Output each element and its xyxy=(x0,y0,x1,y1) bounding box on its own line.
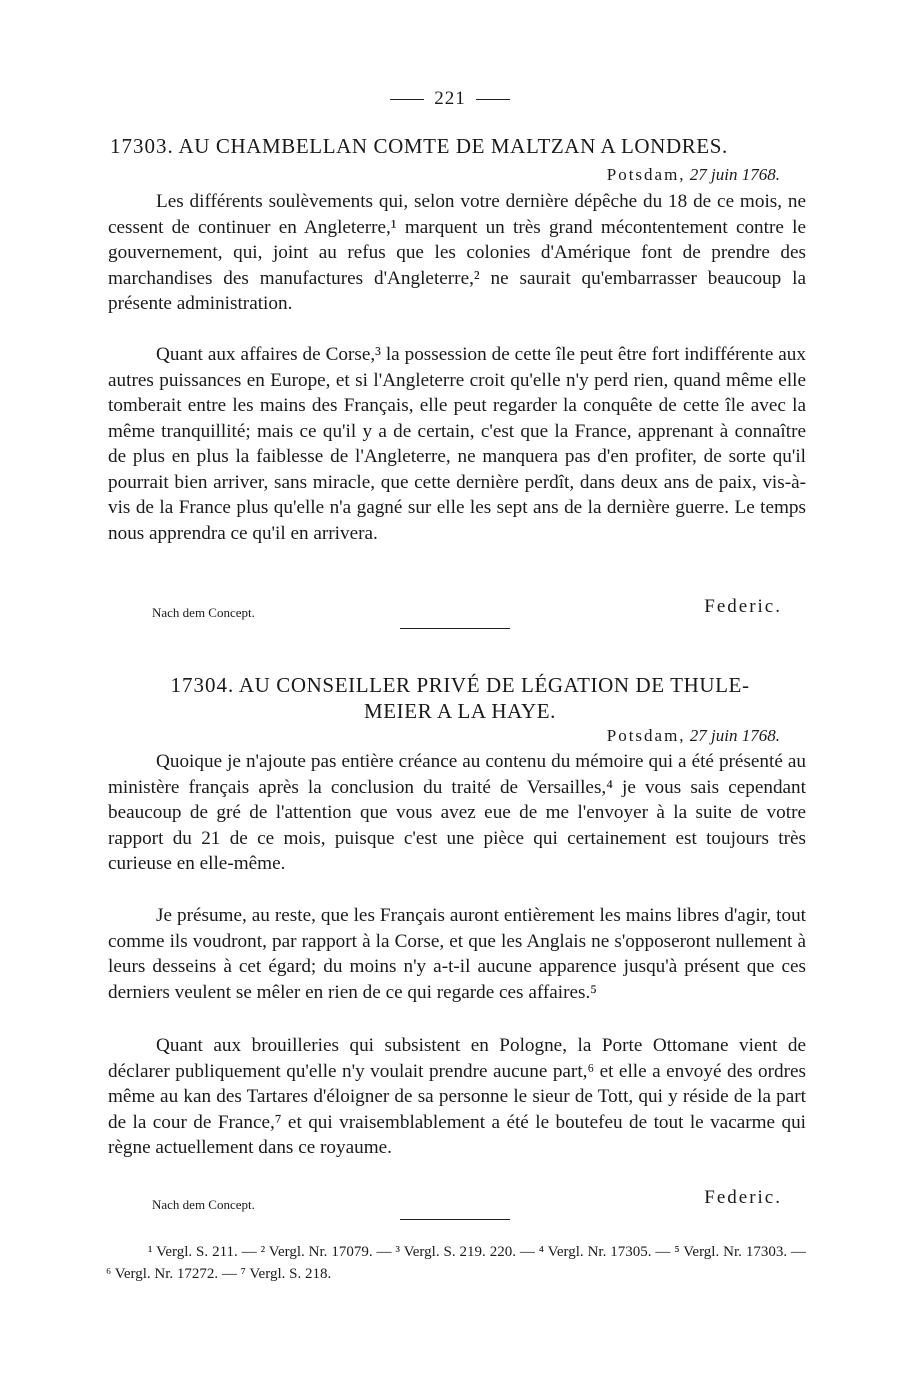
letter-17304-title-line-1: AU CONSEILLER PRIVÉ DE LÉGATION DE THULE- xyxy=(238,673,750,697)
letter-17303-paragraph-1: Les différents soulèvements qui, selon votre dernière dépêche du 18 de ce mois, ne cessent de continuer en Angleterre,¹ marquent un très grand mécontentement contre le gouvernement, qui, joint au refus que les colonies d'Amérique font de prendre des marchandises des manufactures d'Angleterre,² ne saurait qu'embarrasser beaucoup la présente administration. xyxy=(108,191,806,314)
letter-17304-paragraph-2: Je présume, au reste, que les Français auront entièrement les mains libres d'agir, tout comme ils voudront, par rapport à la Corse, et que les Anglais ne s'opposeront nullement à leurs desseins à cet égard; du moins n'y a-t-il aucune apparence jusqu'à présent que ces derniers veulent se mêler en rien de ce qui regarde ces affaires.⁵ xyxy=(108,905,806,1003)
footnote-divider xyxy=(400,1219,510,1220)
letter-17303-dateline xyxy=(607,165,780,185)
letter-17304-heading xyxy=(110,672,810,724)
section-divider xyxy=(400,628,510,629)
letter-17303-source-note: Nach dem Concept. xyxy=(152,605,255,620)
letter-17303-paragraph-2: Quant aux affaires de Corse,³ la possession de cette île peut être fort indifférente aux autres puissances en Europe, et si l'Angleterre croit qu'elle n'y perd rien, quand même elle tomberait entre les mains des Français, elle peut regarder la conquête de cette île avec la même tranquillité; mais ce qu'il y a de certain, c'est que la France, apprenant à connaître de plus en plus la faiblesse de l'Angleterre, ne manquera pas d'en profiter, de sorte qu'il pourrait bien arriver, sans miracle, que cette dernière perdît, dans deux ans de paix, vis-à-vis de la France plus qu'elle n'a gagné sur elle les sept ans de la dernière guerre. Le temps nous apprendra ce qu'il en arrivera. xyxy=(108,344,806,544)
letter-17303-title: AU CHAMBELLAN COMTE DE MALTZAN A LONDRES. xyxy=(178,134,728,158)
letter-17304-title-line-2: MEIER A LA HAYE. xyxy=(363,699,556,723)
letter-17304-date: 27 juin 1768. xyxy=(689,726,780,745)
letter-17304-paragraph-3: Quant aux brouilleries qui subsistent en Pologne, la Porte Ottomane vient de déclarer publiquement qu'elle n'y voulait prendre aucune part,⁶ et elle a envoyé des ordres même au kan des Tartares d'éloigner de sa personne le sieur de Tott, qui y réside de la part de la cour de France,⁷ et qui vraisemblablement a été le boutefeu de tout le vacarme qui règne actuellement dans ce royaume. xyxy=(108,1035,806,1158)
footnotes: ¹ Vergl. S. 211. — ² Vergl. Nr. 17079. — ³ Vergl. S. 219. 220. — ⁴ Vergl. Nr. 17305. — ⁵ Vergl. Nr. 17303. — ⁶ Vergl. Nr. 17272. — ⁷ Vergl. S. 218. xyxy=(106,1244,806,1282)
letter-17304-place: Potsdam, xyxy=(606,726,686,745)
letter-17303-place: Potsdam, xyxy=(606,165,686,184)
letter-17304-number: 17304. xyxy=(170,673,235,697)
letter-17304-dateline xyxy=(607,726,780,746)
page-number-line xyxy=(0,88,900,110)
page-number: 221 xyxy=(434,88,466,109)
letter-17304-source-note: Nach dem Concept. xyxy=(152,1197,255,1212)
letter-17304-paragraph-1: Quoique je n'ajoute pas entière créance au contenu du mémoire qui a été présenté au ministère français après la conclusion du traité de Versailles,⁴ je vous sais cependant beaucoup de gré de l'attention que vous avez eue de me l'envoyer à la suite de votre rapport du 21 de ce mois, puisque c'est une pièce qui certainement est toujours très curieuse en elle-même. xyxy=(108,751,806,874)
page-number-dash-left xyxy=(390,99,424,100)
letter-17303-signature: Federic. xyxy=(704,596,782,617)
page-number-dash-right xyxy=(476,99,510,100)
letter-17304-signature: Federic. xyxy=(704,1187,782,1208)
letter-17303-date: 27 juin 1768. xyxy=(689,165,780,184)
letter-17303-number: 17303. xyxy=(110,134,174,158)
letter-17303-heading xyxy=(110,133,810,159)
